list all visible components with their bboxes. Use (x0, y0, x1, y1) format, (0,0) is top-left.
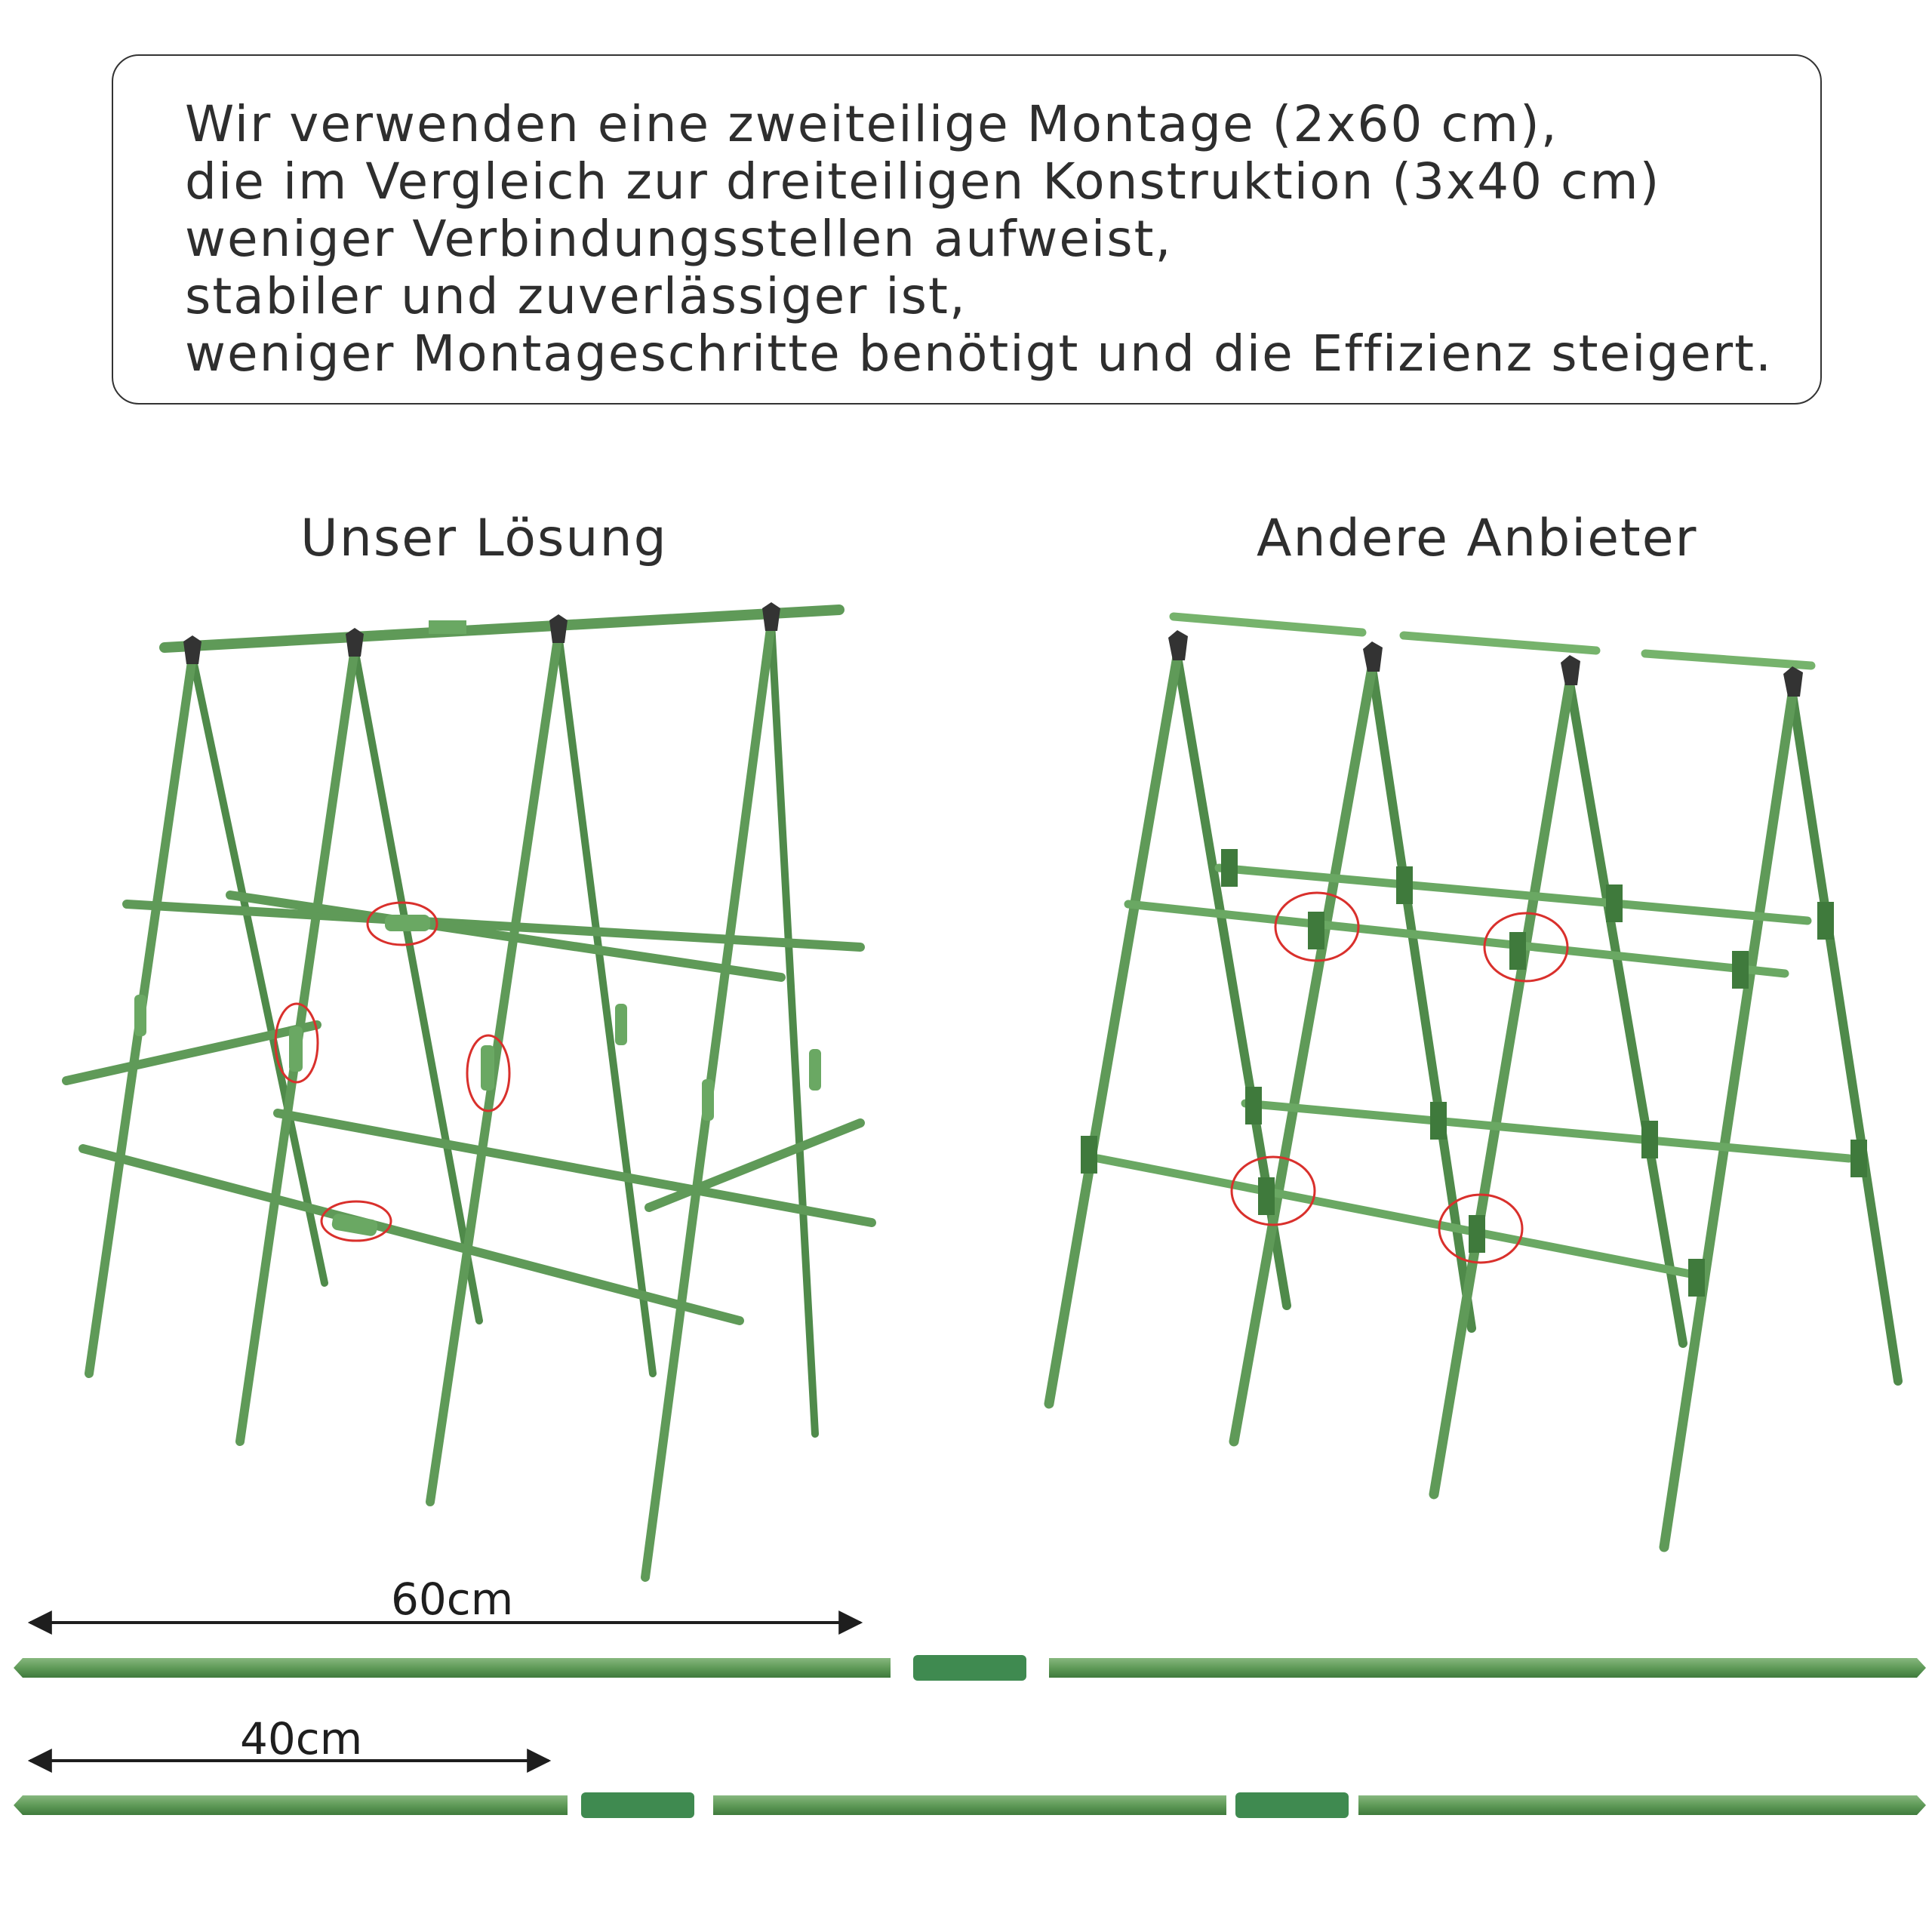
stake-40-part-3 (1358, 1795, 1926, 1815)
right-top-bar (1174, 617, 1811, 666)
left-front-legs (89, 623, 771, 1577)
left-top-connector (429, 620, 466, 634)
left-title: Unser Lösung (300, 509, 668, 568)
stake-40-part-1 (14, 1795, 568, 1815)
dimension-label-60cm: 60cm (391, 1574, 514, 1625)
left-top-bar (165, 610, 839, 648)
stake-60-part-1 (14, 1658, 891, 1678)
info-line-4: stabiler und zuverlässiger ist, (185, 267, 967, 325)
stake-40-sleeve-2 (1235, 1792, 1349, 1818)
dimension-arrows (30, 1623, 860, 1764)
info-line-5: weniger Montageschritte benötigt und die Effizienz steigert. (185, 325, 1773, 383)
dimension-label-40cm: 40cm (240, 1713, 363, 1764)
stake-40-part-2 (713, 1795, 1226, 1815)
info-line-2: die im Vergleich zur dreiteiligen Konstruktion (3x40 cm) (185, 152, 1661, 211)
right-title: Andere Anbieter (1257, 509, 1698, 568)
stake-row-60cm (14, 1655, 1926, 1681)
stake-60-sleeve (913, 1655, 1026, 1681)
right-trellis (1049, 617, 1898, 1547)
stake-40-sleeve-1 (581, 1792, 694, 1818)
info-line-1: Wir verwenden eine zweiteilige Montage (2x60 cm), (185, 95, 1558, 153)
stake-60-part-2 (1049, 1658, 1926, 1678)
left-trellis (66, 602, 872, 1577)
info-line-3: weniger Verbindungsstellen aufweist, (185, 210, 1173, 268)
right-front-legs (1049, 657, 1792, 1547)
right-back-legs (1177, 657, 1898, 1381)
stake-row-40cm (14, 1792, 1926, 1818)
